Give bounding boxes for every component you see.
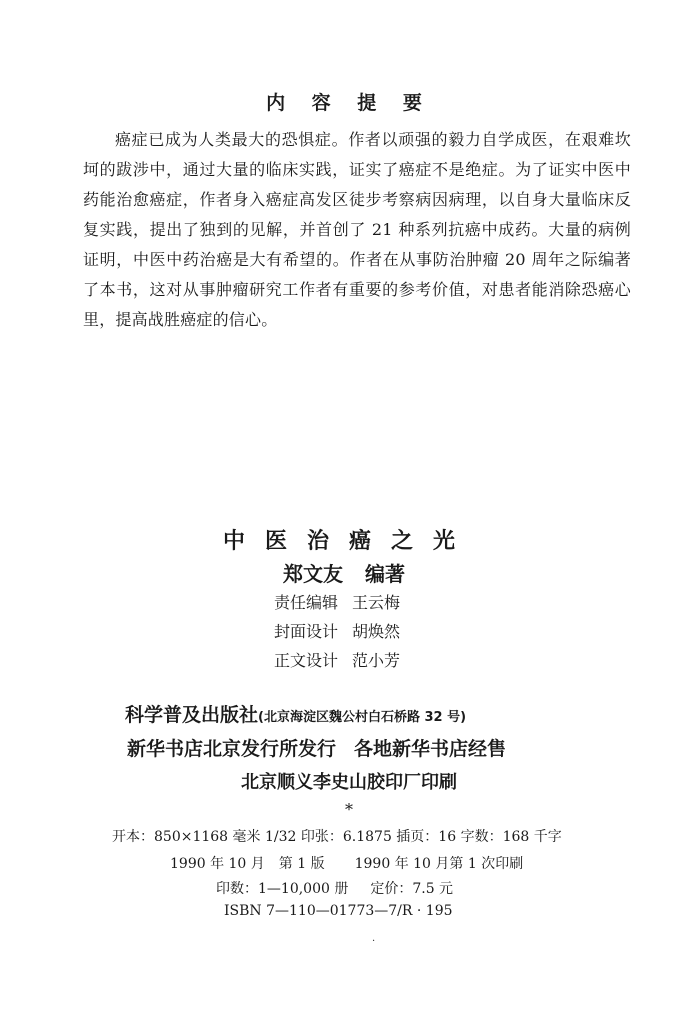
author-role: 编著 (365, 562, 405, 586)
summary-body: 癌症已成为人类最大的恐惧症。作者以顽强的毅力自学成医，在艰难坎坷的跋涉中，通过大量的临床实践，证实了癌症不是绝症。为了证实中医中药能治愈癌症，作者身入癌症高发区徒步考察病因病理，以自身大量临床反复实践，提出了独到的见解，并首创了 21 种系列抗癌中成药。大量的病例证明，中医中药治癌是大有希望的。作者在从事防治肿瘤 20 周年之际编著了本书，这对从事肿瘤研究工作者有重要的参考价值，对患者能消除恐癌心里，提高战胜癌症的信心。 (83, 130, 631, 329)
summary-title: 内 容 提 要 (266, 92, 432, 114)
publisher-line (125, 700, 466, 727)
distribution-retail: 各地新华书店经售 (354, 738, 507, 760)
isbn: ISBN 7—110—01773—7/R · 195 (224, 903, 453, 919)
credit-text-design (274, 648, 400, 671)
price: 定价：7.5 元 (370, 881, 454, 897)
credit-name: 王云梅 (352, 593, 401, 612)
credit-role: 正文设计 (274, 651, 339, 670)
distribution-line (127, 734, 506, 761)
edition-line (170, 853, 523, 873)
credit-role: 责任编辑 (274, 593, 339, 612)
printer-line: 北京顺义李史山胶印厂印刷 (241, 772, 457, 793)
edition-number: 第 1 版 (278, 856, 325, 872)
distribution-issuer: 新华书店北京发行所发行 (127, 738, 337, 760)
book-title: 中医治癌之光 (222, 529, 475, 554)
author-line (283, 558, 405, 587)
credit-role: 封面设计 (274, 622, 339, 641)
credit-cover-design (274, 619, 400, 642)
page-mark: · (372, 936, 376, 947)
credit-name: 胡焕然 (352, 622, 401, 641)
printrun-line (216, 878, 453, 898)
credit-name: 范小芳 (352, 651, 401, 670)
publisher-name: 科学普及出版社 (125, 704, 259, 726)
publisher-address: (北京海淀区魏公村白石桥路 32 号) (258, 710, 467, 725)
author-name: 郑文友 (283, 562, 343, 586)
edition-date: 1990 年 10 月 (170, 856, 265, 872)
format-specs: 开本：850×1168 毫米 1/32 印张：6.1875 插页：16 字数：168 千字 (112, 829, 562, 845)
separator: * (345, 800, 353, 819)
print-count: 印数：1—10,000 册 (216, 881, 349, 897)
print-info: 1990 年 10 月第 1 次印刷 (354, 856, 524, 872)
credit-editor (274, 590, 400, 613)
